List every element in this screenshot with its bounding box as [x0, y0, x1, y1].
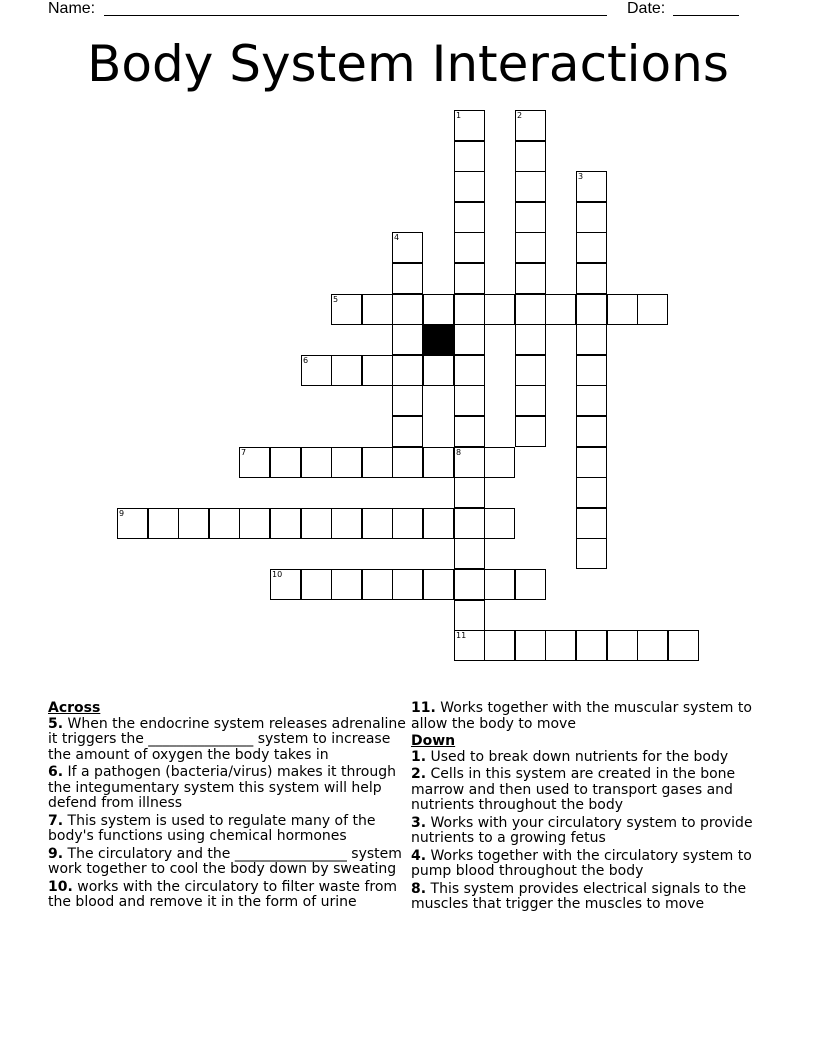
grid-cell[interactable]	[423, 294, 454, 325]
grid-cell[interactable]	[270, 447, 301, 478]
grid-cell[interactable]	[576, 508, 607, 539]
grid-cell[interactable]	[576, 416, 607, 447]
across-clue-7	[48, 814, 408, 845]
across-clue-5	[48, 717, 408, 764]
down-clue-2	[411, 767, 761, 814]
grid-cell[interactable]	[392, 355, 423, 386]
clue-number: 10.	[48, 878, 73, 895]
grid-cell[interactable]	[454, 294, 485, 325]
grid-cell[interactable]	[423, 508, 454, 539]
name-label: Name:	[48, 0, 96, 17]
grid-cell[interactable]	[301, 447, 332, 478]
grid-cell[interactable]	[515, 232, 546, 263]
grid-cell[interactable]	[209, 508, 240, 539]
grid-cell[interactable]	[454, 110, 485, 141]
down-clue-3	[411, 816, 761, 847]
clue-text: Works together with the muscular system to allow the body to move	[411, 700, 752, 732]
grid-cell[interactable]	[423, 569, 454, 600]
clue-number: 11.	[411, 700, 436, 716]
grid-cell[interactable]	[362, 294, 393, 325]
grid-cell[interactable]	[362, 508, 393, 539]
clues-right-column	[411, 701, 761, 915]
grid-cell[interactable]	[484, 569, 515, 600]
clue-text: This system is used to regulate many of the body's functions using chemical hormones	[48, 812, 376, 844]
clue-number-label: 8	[456, 448, 462, 457]
down-clue-8	[411, 882, 761, 913]
grid-cell[interactable]	[454, 355, 485, 386]
grid-cell[interactable]	[362, 569, 393, 600]
grid-cell[interactable]	[239, 447, 270, 478]
grid-cell[interactable]	[607, 294, 638, 325]
grid-cell[interactable]	[545, 630, 576, 661]
grid-cell[interactable]	[637, 294, 668, 325]
clue-text: Used to break down nutrients for the body	[430, 748, 729, 765]
date-label: Date:	[627, 0, 666, 17]
grid-cell[interactable]	[454, 263, 485, 294]
clue-number: 4.	[411, 847, 427, 864]
grid-cell[interactable]	[392, 385, 423, 416]
clue-text: Works together with the circulatory system to pump blood throughout the body	[411, 847, 752, 879]
clue-number: 8.	[411, 880, 427, 897]
grid-cell[interactable]	[362, 355, 393, 386]
across-clue-9	[48, 847, 408, 878]
grid-cell[interactable]	[515, 263, 546, 294]
grid-cell[interactable]	[454, 416, 485, 447]
grid-cell[interactable]	[454, 477, 485, 508]
grid-cell[interactable]	[331, 569, 362, 600]
grid-cell[interactable]	[576, 263, 607, 294]
clue-text: When the endocrine system releases adrenaline it triggers the _______________ system to increase the amount of oxygen the body takes in	[48, 715, 406, 763]
grid-cell[interactable]	[454, 630, 485, 661]
grid-cell[interactable]	[576, 538, 607, 569]
grid-cell[interactable]	[148, 508, 179, 539]
across-clue-11	[411, 701, 761, 732]
grid-cell[interactable]	[239, 508, 270, 539]
clue-number-label: 6	[303, 356, 309, 365]
grid-cell[interactable]	[515, 324, 546, 355]
grid-cell[interactable]	[178, 508, 209, 539]
grid-cell[interactable]	[576, 355, 607, 386]
grid-cell[interactable]	[454, 600, 485, 631]
grid-cell[interactable]	[454, 141, 485, 172]
grid-cell[interactable]	[576, 171, 607, 202]
grid-cell[interactable]	[515, 355, 546, 386]
clue-text: The circulatory and the ________________ system work together to cool the body down by sweating	[48, 845, 402, 877]
clue-text: This system provides electrical signals to the muscles that trigger the muscles to move	[411, 880, 747, 912]
grid-cell[interactable]	[484, 447, 515, 478]
down-heading: Down	[411, 733, 456, 749]
grid-cell[interactable]	[454, 202, 485, 233]
clue-text: Works with your circulatory system to provide nutrients to a growing fetus	[411, 814, 753, 846]
grid-cell[interactable]	[392, 569, 423, 600]
clue-number-label: 9	[119, 509, 125, 518]
grid-cell[interactable]	[515, 416, 546, 447]
grid-cell[interactable]	[392, 232, 423, 263]
grid-cell[interactable]	[454, 508, 485, 539]
clue-number: 9.	[48, 845, 64, 862]
grid-cell[interactable]	[423, 447, 454, 478]
clue-number-label: 10	[272, 570, 283, 579]
grid-cell[interactable]	[301, 569, 332, 600]
grid-cell[interactable]	[576, 630, 607, 661]
grid-cell[interactable]	[668, 630, 699, 661]
grid-cell[interactable]	[117, 508, 148, 539]
grid-cell[interactable]	[423, 355, 454, 386]
clue-number-label: 11	[456, 631, 467, 640]
clue-number: 7.	[48, 812, 64, 829]
grid-cell[interactable]	[301, 508, 332, 539]
grid-cell[interactable]	[576, 447, 607, 478]
across-heading: Across	[48, 700, 101, 716]
clue-number: 3.	[411, 814, 427, 831]
grid-cell[interactable]	[515, 110, 546, 141]
grid-cell[interactable]	[331, 355, 362, 386]
grid-cell[interactable]	[454, 171, 485, 202]
grid-cell[interactable]	[515, 171, 546, 202]
grid-cell[interactable]	[454, 232, 485, 263]
clue-number-label: 2	[517, 111, 523, 120]
grid-cell[interactable]	[454, 538, 485, 569]
grid-cell[interactable]	[637, 630, 668, 661]
clue-number-label: 4	[394, 233, 400, 242]
grid-cell[interactable]	[515, 294, 546, 325]
page-title: Body System Interactions	[87, 35, 729, 93]
grid-cell[interactable]	[270, 569, 301, 600]
down-clue-4	[411, 849, 761, 880]
grid-cell[interactable]	[392, 294, 423, 325]
across-clue-10	[48, 880, 408, 911]
grid-cell[interactable]	[515, 202, 546, 233]
grid-cell[interactable]	[331, 294, 362, 325]
clue-text: If a pathogen (bacteria/virus) makes it through the integumentary system this system will help defend from illness	[48, 764, 396, 811]
grid-cell[interactable]	[484, 294, 515, 325]
grid-cell[interactable]	[515, 569, 546, 600]
across-clue-6	[48, 765, 408, 812]
grid-cell[interactable]	[545, 294, 576, 325]
down-clue-1	[411, 750, 761, 766]
grid-cell[interactable]	[576, 385, 607, 416]
clue-number: 6.	[48, 764, 64, 780]
clue-number-label: 3	[578, 172, 584, 181]
grid-cell[interactable]	[301, 355, 332, 386]
grid-cell[interactable]	[331, 447, 362, 478]
grid-cell[interactable]	[454, 324, 485, 355]
grid-cell[interactable]	[484, 508, 515, 539]
clue-text: Cells in this system are created in the bone marrow and then used to transport gases and nutrients throughout the body	[411, 766, 736, 813]
grid-cell[interactable]	[515, 141, 546, 172]
clue-number: 1.	[411, 748, 427, 765]
clue-number-label: 7	[241, 448, 247, 457]
grid-cell[interactable]	[576, 232, 607, 263]
grid-cell[interactable]	[515, 630, 546, 661]
grid-cell[interactable]	[392, 447, 423, 478]
grid-cell[interactable]	[270, 508, 301, 539]
clues-left-column	[48, 701, 408, 913]
grid-cell[interactable]	[362, 447, 393, 478]
grid-cell[interactable]	[454, 569, 485, 600]
grid-cell[interactable]	[515, 385, 546, 416]
clue-number: 5.	[48, 715, 64, 732]
grid-cell[interactable]	[576, 324, 607, 355]
grid-cell[interactable]	[576, 477, 607, 508]
grid-cell[interactable]	[392, 324, 423, 355]
grid-cell[interactable]	[331, 508, 362, 539]
grid-cell[interactable]	[607, 630, 638, 661]
grid-cell[interactable]	[392, 416, 423, 447]
grid-block	[423, 324, 454, 355]
clue-text: works with the circulatory to filter waste from the blood and remove it in the form of urine	[48, 878, 398, 910]
clue-number-label: 1	[456, 111, 462, 120]
clue-number-label: 5	[333, 295, 339, 304]
grid-cell[interactable]	[454, 447, 485, 478]
grid-cell[interactable]	[392, 263, 423, 294]
grid-cell[interactable]	[454, 385, 485, 416]
grid-cell[interactable]	[576, 294, 607, 325]
grid-cell[interactable]	[392, 508, 423, 539]
grid-cell[interactable]	[576, 202, 607, 233]
grid-cell[interactable]	[484, 630, 515, 661]
clue-number: 2.	[411, 766, 427, 782]
